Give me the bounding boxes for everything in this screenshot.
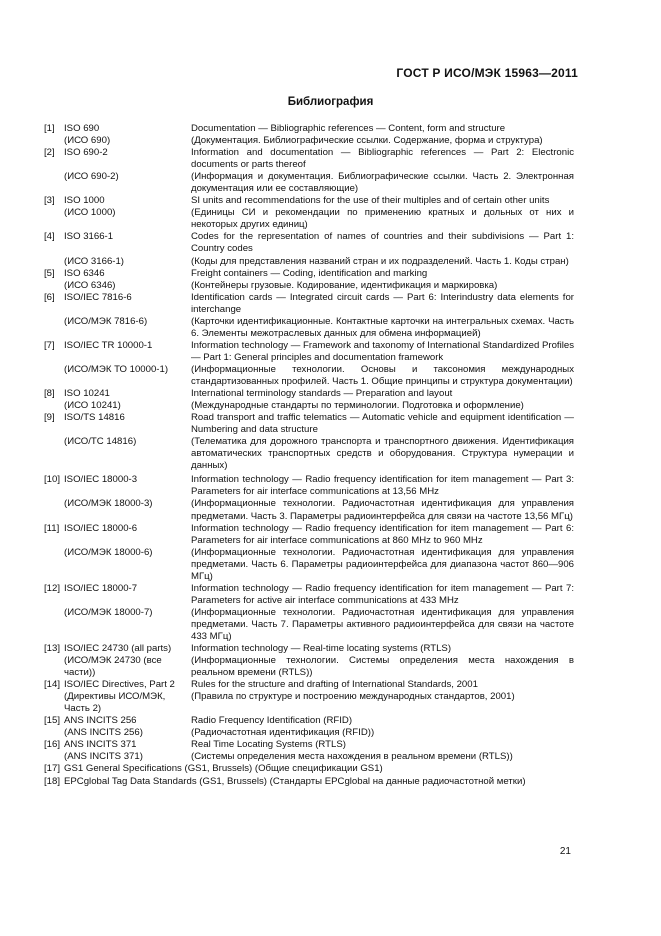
- entry-full-text: GS1 General Specifications (GS1, Brussels) (Общие спецификации GS1): [64, 763, 383, 775]
- entry-designation: (ИСО/ТС 14816): [64, 436, 137, 448]
- entry-number: [5]: [44, 267, 55, 279]
- entry-designation: (ИСО/МЭК 24730 (все части)): [64, 655, 162, 679]
- entry-full-text: EPCglobal Tag Data Standards (GS1, Brussels) (Стандарты EPCglobal на данные радиочастотной метки): [64, 775, 526, 787]
- entry-designation: (ИСО 1000): [64, 207, 116, 219]
- entry-designation: (ИСО 6346): [64, 279, 116, 291]
- entry-designation: ISO/IEC Directives, Part 2: [64, 679, 175, 691]
- entry-number: [1]: [44, 123, 55, 134]
- entry-number: [44, 751, 64, 763]
- bib-entry: [44, 135, 574, 147]
- entry-title: SI units and recommendations for the use of their multiples and of certain other units: [191, 195, 550, 207]
- entry-title: Freight containers — Coding, identification and marking: [191, 267, 428, 279]
- entry-designation: (ИСО 3166-1): [64, 255, 125, 267]
- entry-number: [44, 171, 64, 195]
- entry-designation: (ИСО/МЭК ТО 10000-1): [64, 363, 169, 375]
- entry-number: [3]: [44, 195, 55, 207]
- entry-number: [15]: [44, 715, 61, 727]
- entry-title: (Информация и документация. Библиографические ссылки. Часть 2. Электронная документация или ее составляющие): [191, 171, 574, 195]
- entry-designation: ISO 3166-1: [64, 231, 114, 243]
- bib-entry: [44, 776, 574, 788]
- entry-title: (Единицы СИ и рекомендации по применению кратных и дольных от них и некоторых других единиц): [191, 207, 574, 231]
- entry-title: Identification cards — Integrated circuit cards — Part 6: Interindustry data elements for interchange: [191, 291, 574, 315]
- bibliography-list: [44, 123, 574, 788]
- bib-entry: [44, 268, 574, 280]
- entry-title: (Контейнеры грузовые. Кодирование, идентификация и маркировка): [191, 279, 498, 291]
- bib-entry: [44, 751, 574, 763]
- entry-number: [7]: [44, 339, 55, 351]
- entry-title: Radio Frequency Identification (RFID): [191, 715, 353, 727]
- bib-entry: [44, 691, 574, 715]
- entry-title: Information technology — Framework and taxonomy of International Standardized Profiles — Part 1: General principles and documentation framework: [191, 339, 574, 363]
- entry-number: [44, 547, 64, 583]
- entry-title: Real Time Locating Systems (RTLS): [191, 739, 346, 751]
- page-number: 21: [559, 846, 571, 857]
- entry-title: (Телематика для дорожного транспорта и транспортного движения. Идентификация автоматических транспортных средств и оборудования. Структура нумерации и данных): [191, 436, 574, 472]
- entry-designation: ANS INCITS 371: [64, 739, 137, 751]
- entry-title: Information technology — Radio frequency identification for item management — Part 3: Parameters for air interface communications at 13,56 MHz: [191, 474, 574, 498]
- entry-designation: ISO/IEC 24730 (all parts): [64, 643, 172, 655]
- entry-number: [9]: [44, 412, 55, 424]
- entry-number: [2]: [44, 147, 55, 159]
- entry-number: [6]: [44, 291, 55, 303]
- bib-entry: [44, 739, 574, 751]
- bib-entry: [44, 400, 574, 412]
- bib-entry: [44, 171, 574, 195]
- entry-number: [14]: [44, 679, 61, 691]
- entry-title: (Информационные технологии. Основы и таксономия международных стандартизованных профилей. Часть 1. Общие принципы и структура документации): [191, 363, 574, 387]
- entry-designation: (ИСО 10241): [64, 400, 121, 412]
- entry-number: [44, 207, 64, 231]
- entry-designation: (ИСО 690): [64, 135, 111, 147]
- entry-designation: (ИСО/МЭК 18000-6): [64, 546, 153, 558]
- entry-number: [12]: [44, 582, 61, 594]
- entry-designation: ISO/IEC TR 10000-1: [64, 339, 153, 351]
- entry-number: [16]: [44, 739, 61, 751]
- entry-title: Codes for the representation of names of countries and their subdivisions — Part 1: Country codes: [191, 231, 574, 255]
- bib-entry: [44, 727, 574, 739]
- entry-number: [44, 436, 64, 472]
- entry-number: [17]: [44, 763, 61, 775]
- page-title: Библиография: [287, 96, 374, 108]
- bib-entry: [44, 763, 574, 775]
- entry-number: [8]: [44, 388, 55, 400]
- entry-designation: ISO/IEC 18000-3: [64, 474, 138, 486]
- entry-number: [44, 655, 64, 679]
- entry-number: [10]: [44, 474, 61, 486]
- entry-number: [44, 256, 64, 268]
- entry-designation: (ИСО/МЭК 18000-7): [64, 606, 153, 618]
- entry-designation: ISO 6346: [64, 267, 105, 279]
- bib-entry: [44, 498, 574, 522]
- entry-number: [4]: [44, 231, 55, 243]
- entry-designation: (ANS INCITS 371): [64, 751, 143, 763]
- entry-title: (Информационные технологии. Радиочастотная идентификация для управления предметами. Часть 6. Параметры радиоинтерфейса для диапазона частот 860—906 МГц): [191, 546, 574, 582]
- entry-number: [18]: [44, 775, 61, 787]
- entry-number: [44, 316, 64, 340]
- entry-title: (Радиочастотная идентификация (RFID)): [191, 727, 375, 739]
- entry-number: [44, 280, 64, 292]
- bib-entry: [44, 280, 574, 292]
- entry-designation: ISO 690: [64, 123, 100, 134]
- entry-title: Documentation — Bibliographic references — Content, form and structure: [191, 123, 506, 134]
- entry-designation: (ANS INCITS 256): [64, 727, 143, 739]
- bib-entry: [44, 715, 574, 727]
- bib-entry: [44, 316, 574, 340]
- entry-title: (Информационные технологии. Радиочастотная идентификация для управления предметами. Часть 7. Параметры активного радиоинтерфейса для связи на частоте 433 МГц): [191, 606, 574, 642]
- entry-designation: ISO 1000: [64, 195, 105, 207]
- entry-number: [44, 135, 64, 147]
- entry-title: (Документация. Библиографические ссылки. Содержание, форма и структура): [191, 135, 543, 147]
- entry-title: (Информационные технологии. Системы определения места нахождения в реальном времени (RTLS)): [191, 655, 574, 679]
- entry-number: [44, 727, 64, 739]
- entry-title: Information technology — Radio frequency identification for item management — Part 6: Parameters for air interface communications at 860 MHz to 960 MHz: [191, 522, 574, 546]
- entry-title: Information and documentation — Bibliographic references — Part 2: Electronic documents or parts thereof: [191, 147, 574, 171]
- entry-number: [44, 691, 64, 715]
- entry-designation: (ИСО 690-2): [64, 171, 119, 183]
- entry-designation: ISO/IEC 18000-7: [64, 582, 138, 594]
- bib-entry: [44, 340, 574, 364]
- entry-number: [13]: [44, 643, 61, 655]
- bib-entry: [44, 655, 574, 679]
- entry-title: Information technology — Real-time locating systems (RTLS): [191, 643, 452, 655]
- entry-number: [11]: [44, 522, 60, 534]
- bib-entry: [44, 583, 574, 607]
- entry-designation: ISO/TS 14816: [64, 412, 125, 424]
- entry-title: Information technology — Radio frequency identification for item management — Part 7: Parameters for active air interface communications at 433 MHz: [191, 582, 574, 606]
- bib-entry: [44, 547, 574, 583]
- entry-number: [44, 607, 64, 643]
- entry-number: [44, 498, 64, 522]
- entry-designation: ISO 10241: [64, 388, 110, 400]
- bib-entry: [44, 195, 574, 207]
- entry-designation: (ИСО/МЭК 7816-6): [64, 315, 148, 327]
- entry-designation: ANS INCITS 256: [64, 715, 137, 727]
- bib-entry: [44, 412, 574, 436]
- entry-title: Road transport and traffic telematics — Automatic vehicle and equipment identification — Numbering and data structure: [191, 412, 574, 436]
- bib-entry: [44, 231, 574, 255]
- entry-designation: ISO/IEC 18000-6: [64, 522, 138, 534]
- entry-number: [44, 400, 64, 412]
- entry-title: (Карточки идентификационные. Контактные карточки на интегральных схемах. Часть 6. Элементы межотраслевых данных для обмена информацией): [191, 315, 574, 339]
- bib-entry: [44, 523, 574, 547]
- bib-entry: [44, 388, 574, 400]
- entry-number: [44, 364, 64, 388]
- entry-title: International terminology standards — Preparation and layout: [191, 388, 453, 400]
- bib-entry: [44, 123, 574, 135]
- bib-entry: [44, 607, 574, 643]
- entry-title: (Международные стандарты по терминологии. Подготовка и оформление): [191, 400, 524, 412]
- entry-title: Rules for the structure and drafting of International Standards, 2001: [191, 679, 478, 691]
- bib-entry: [44, 474, 574, 498]
- entry-title: (Информационные технологии. Радиочастотная идентификация для управления предметами. Часть 3. Параметры радиоинтерфейса для связи на частоте 13,56 МГц): [191, 498, 574, 522]
- bib-entry: [44, 147, 574, 171]
- entry-designation: ISO 690-2: [64, 147, 108, 159]
- entry-title: (Коды для представления названий стран и их подразделений. Часть 1. Коды стран): [191, 255, 569, 267]
- bib-entry: [44, 643, 574, 655]
- entry-designation: (Директивы ИСО/МЭК, Часть 2): [64, 691, 166, 715]
- entry-title: (Правила по структуре и построению международных стандартов, 2001): [191, 691, 515, 703]
- bib-entry: [44, 292, 574, 316]
- document-header: ГОСТ Р ИСО/МЭК 15963—2011: [396, 66, 578, 80]
- bib-entry: [44, 364, 574, 388]
- entry-title: (Системы определения места нахождения в реальном времени (RTLS)): [191, 751, 513, 763]
- bib-entry: [44, 207, 574, 231]
- bib-entry: [44, 256, 574, 268]
- entry-designation: (ИСО/МЭК 18000-3): [64, 498, 153, 510]
- bib-entry: [44, 679, 574, 691]
- bib-entry: [44, 436, 574, 472]
- entry-designation: ISO/IEC 7816-6: [64, 291, 132, 303]
